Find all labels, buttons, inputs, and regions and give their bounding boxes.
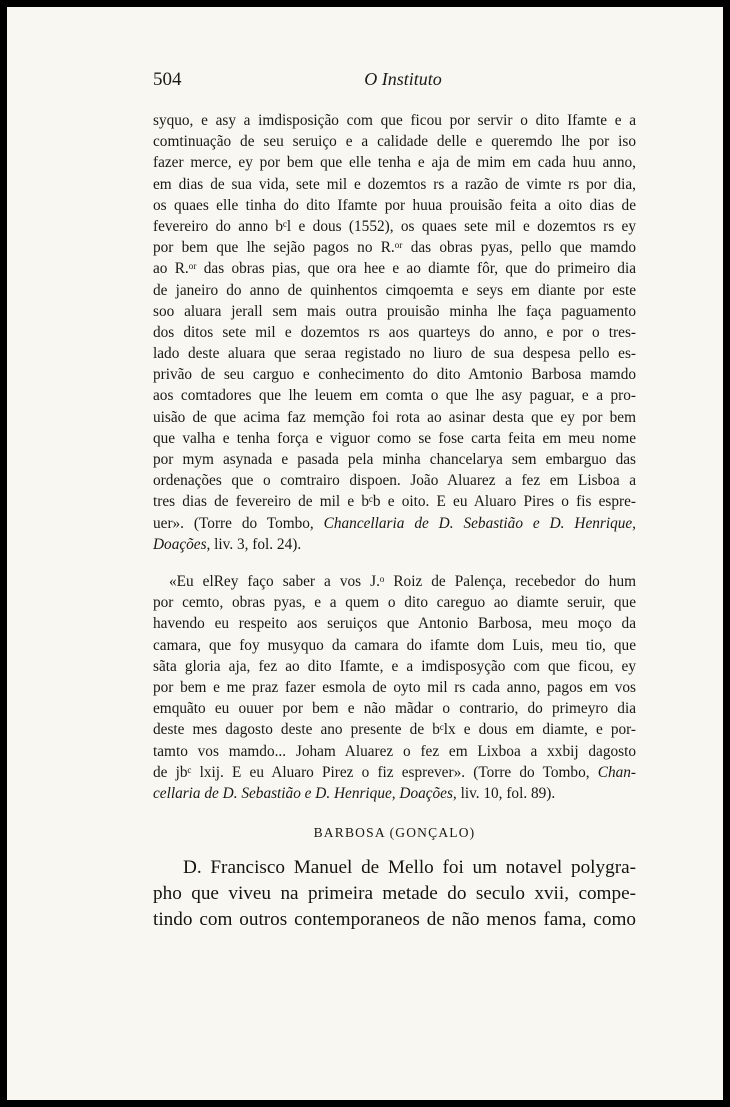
citation-line xyxy=(153,513,636,534)
text-line: de janeiro do anno de quinhentos cimqoemta e seys em diante por este xyxy=(153,281,636,299)
citation-work: cellaria de D. Sebastião e D. Henrique, Doações, xyxy=(153,784,457,802)
text-line: tres dias de fevereiro de mil e bᶜb e oito. E eu Aluaro Pires o fis espre- xyxy=(153,493,636,511)
citation-line xyxy=(153,762,636,783)
document-paragraph-2 xyxy=(153,571,636,804)
text-line: tamto vos mamdo... Joham Aluarez o fez em Lixboa a xxbij dagosto xyxy=(153,742,636,760)
citation-work: Chan- xyxy=(597,763,636,781)
text-line: uisão de que acima faz memção foi rota ao asinar desta que ey por bem xyxy=(153,408,636,426)
text-line: camara, que foy musyquo da camara do ifamte dom Luis, meu tio, que xyxy=(153,636,636,654)
text-line: fazer merce, ey por bem que elle tenha e aja de mim em cada huu anno, xyxy=(153,154,636,172)
text-line: lado deste aluara que seraa registado no liuro de sua despesa pello es- xyxy=(153,345,636,363)
citation-line xyxy=(153,783,636,804)
text-line: ordenações que o comtrairo dispoen. João Aluarez a fez em Lisboa a xyxy=(153,472,636,490)
text-line: sãta gloria aja, fez ao dito Ifamte, e a imdisposyção com que ficou, ey xyxy=(153,657,636,675)
text-line: havendo eu respeito aos seruiços que Antonio Barbosa, meu moço da xyxy=(153,615,636,633)
citation-text: de jbᶜ lxij. E eu Aluaro Pirez o fiz esprever». (Torre do Tombo, xyxy=(153,763,598,781)
text-line: emquãto eu ouuer por bem e não mãdar o contrario, do primeyro dia xyxy=(153,700,636,718)
page-number: 504 xyxy=(153,69,182,90)
text-line: syquo, e asy a imdisposição com que ficou por servir o dito Ifamte e a xyxy=(153,112,636,129)
citation-text: uer». (Torre do Tombo, xyxy=(153,514,324,532)
text-line: fevereiro do anno bᶜl e dous (1552), os quaes sete mil e dozemtos rs ey xyxy=(153,217,636,235)
text-line: tindo com outros contemporaneos de não menos fama, como xyxy=(153,909,636,930)
text-line: D. Francisco Manuel de Mello foi um notavel polygra- xyxy=(183,857,636,878)
text-line: pho que viveu na primeira metade do seculo xvii, compe- xyxy=(153,883,636,904)
body-paragraph xyxy=(153,855,636,933)
text-line: por bem e me praz fazer esmola de oyto mil rs cada anno, pagos em vos xyxy=(153,678,636,696)
text-line: por bem que lhe sejão pagos no R.ᵒʳ das obras pyas, pello que mamdo xyxy=(153,239,636,257)
text-line: «Eu elRey faço saber a vos J.ᵒ Roiz de Palença, recebedor do hum xyxy=(169,573,636,590)
text-line: privão de seu carguo e conhecimento do dito Amtonio Barbosa mamdo xyxy=(153,366,636,384)
running-title: O Instituto xyxy=(364,69,442,89)
citation-text: liv. 3, fol. 24). xyxy=(210,535,302,553)
text-line: comtinuação de seu seruiço e a calidade delle e queremdo lhe por iso xyxy=(153,133,636,151)
text-line: por mym asynada e pasada pela minha chancelarya sem embarguo das xyxy=(153,451,636,468)
text-line: aos comtadores que lhe leuem em comta o que lhe asy paguar, e a pro- xyxy=(153,387,636,405)
citation-text: liv. 10, fol. 89). xyxy=(456,784,556,802)
citation-work: Chancellaria de D. Sebastião e D. Henrique, xyxy=(323,514,636,532)
text-line: deste mes dagosto deste ano presente de bᶜlx e dous em diamte, e por- xyxy=(153,721,636,739)
section-heading: BARBOSA (GONÇALO) xyxy=(313,825,476,840)
text-line: em dias de sua vida, sete mil e dozemtos rs a razão de vimte rs por dia, xyxy=(153,175,636,193)
document-paragraph-1 xyxy=(153,110,636,555)
text-line: os quaes elle tinha do dito Ifamte por huua prouisão feita a oito dias de xyxy=(153,196,636,214)
citation-line xyxy=(153,534,636,555)
citation-work: Doações, xyxy=(153,535,211,553)
text-line: soo aluara jerall sem mais outra prouisão minha lhe faça paguamento xyxy=(153,302,636,320)
text-line: ao R.ᵒʳ das obras pias, que ora hee e ao diamte fôr, que do primeiro dia xyxy=(153,260,636,278)
page-header xyxy=(153,69,633,93)
text-line: que valha e tenha força e viguor como se fose carta feita em meu nome xyxy=(153,429,636,447)
book-page xyxy=(7,7,723,1100)
text-line: por cemto, obras pyas, e a quem o dito careguo ao diamte seruir, que xyxy=(153,594,636,612)
text-line: dos ditos sete mil e dozemtos rs aos quarteys do anno, e por o tres- xyxy=(153,323,636,341)
